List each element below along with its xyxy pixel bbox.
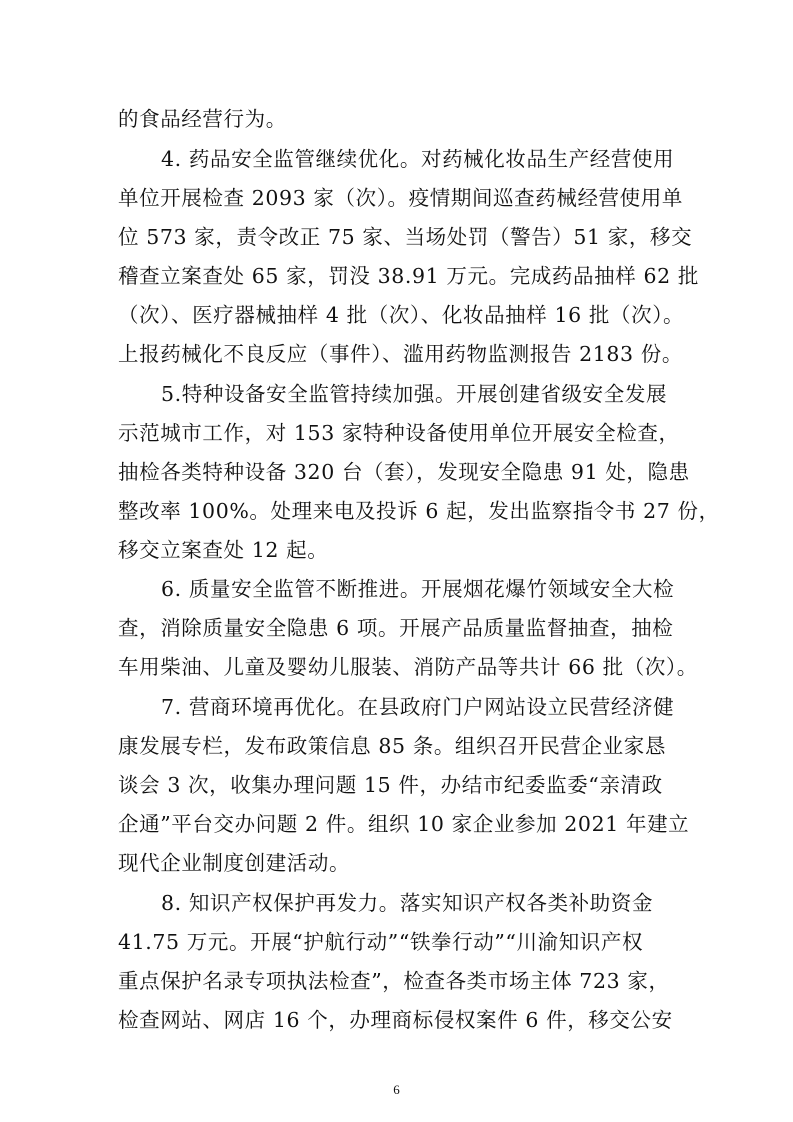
- text-line: （次）、医疗器械抽样 4 批（次）、化妆品抽样 16 批（次）。: [118, 303, 685, 327]
- text-line: 上报药械化不良反应（事件）、滥用药物监测报告 2183 份。: [118, 342, 683, 366]
- text-line: 整改率 100%。处理来电及投诉 6 起，发出监察指令书 27 份，: [118, 499, 720, 523]
- text-line: 查，消除质量安全隐患 6 项。开展产品质量监督抽查，抽检: [118, 616, 674, 640]
- text-line: 移交立案查处 12 起。: [118, 538, 329, 562]
- text-line: 示范城市工作，对 153 家特种设备使用单位开展安全检查，: [118, 421, 680, 445]
- section-heading-line: 4. 药品安全监管继续优化。对药械化妆品生产经营使用: [161, 147, 675, 171]
- page-number: 6: [393, 1082, 400, 1097]
- text-line: 稽查立案查处 65 家，罚没 38.91 万元。完成药品抽样 62 批: [118, 264, 699, 288]
- text-line: 检查网站、网店 16 个，办理商标侵权案件 6 件，移交公安: [118, 1008, 673, 1032]
- text-line: 位 573 家，责令改正 75 家、当场处罚（警告）51 家，移交: [118, 225, 693, 249]
- section-heading-line: 7. 营商环境再优化。在县政府门户网站设立民营经济健: [161, 695, 675, 719]
- text-line: 重点保护名录专项执法检查”，检查各类市场主体 723 家，: [118, 969, 670, 993]
- text-line: 现代企业制度创建活动。: [118, 851, 351, 875]
- section-heading-line: 5.特种设备安全监管持续加强。开展创建省级安全发展: [161, 382, 668, 406]
- section-heading-line: 8. 知识产权保护再发力。落实知识产权各类补助资金: [161, 891, 654, 915]
- text-line: 企通”平台交办问题 2 件。组织 10 家企业参加 2021 年建立: [118, 812, 690, 836]
- text-line: 康发展专栏，发布政策信息 85 条。组织召开民营企业家恳: [118, 734, 666, 758]
- text-line: 抽检各类特种设备 320 台（套），发现安全隐患 91 处，隐患: [118, 460, 690, 484]
- text-line: 的食品经营行为。: [118, 107, 287, 131]
- text-line: 41.75 万元。开展“护航行动”“铁拳行动”“川渝知识产权: [118, 930, 644, 954]
- text-line: 单位开展检查 2093 家（次）。疫情期间巡查药械经营使用单: [118, 186, 683, 210]
- text-line: 车用柴油、儿童及婴幼儿服装、消防产品等共计 66 批（次）。: [118, 655, 698, 679]
- section-heading-line: 6. 质量安全监管不断推进。开展烟花爆竹领域安全大检: [161, 577, 675, 601]
- text-line: 谈会 3 次，收集办理问题 15 件，办结市纪委监委“亲清政: [118, 773, 663, 797]
